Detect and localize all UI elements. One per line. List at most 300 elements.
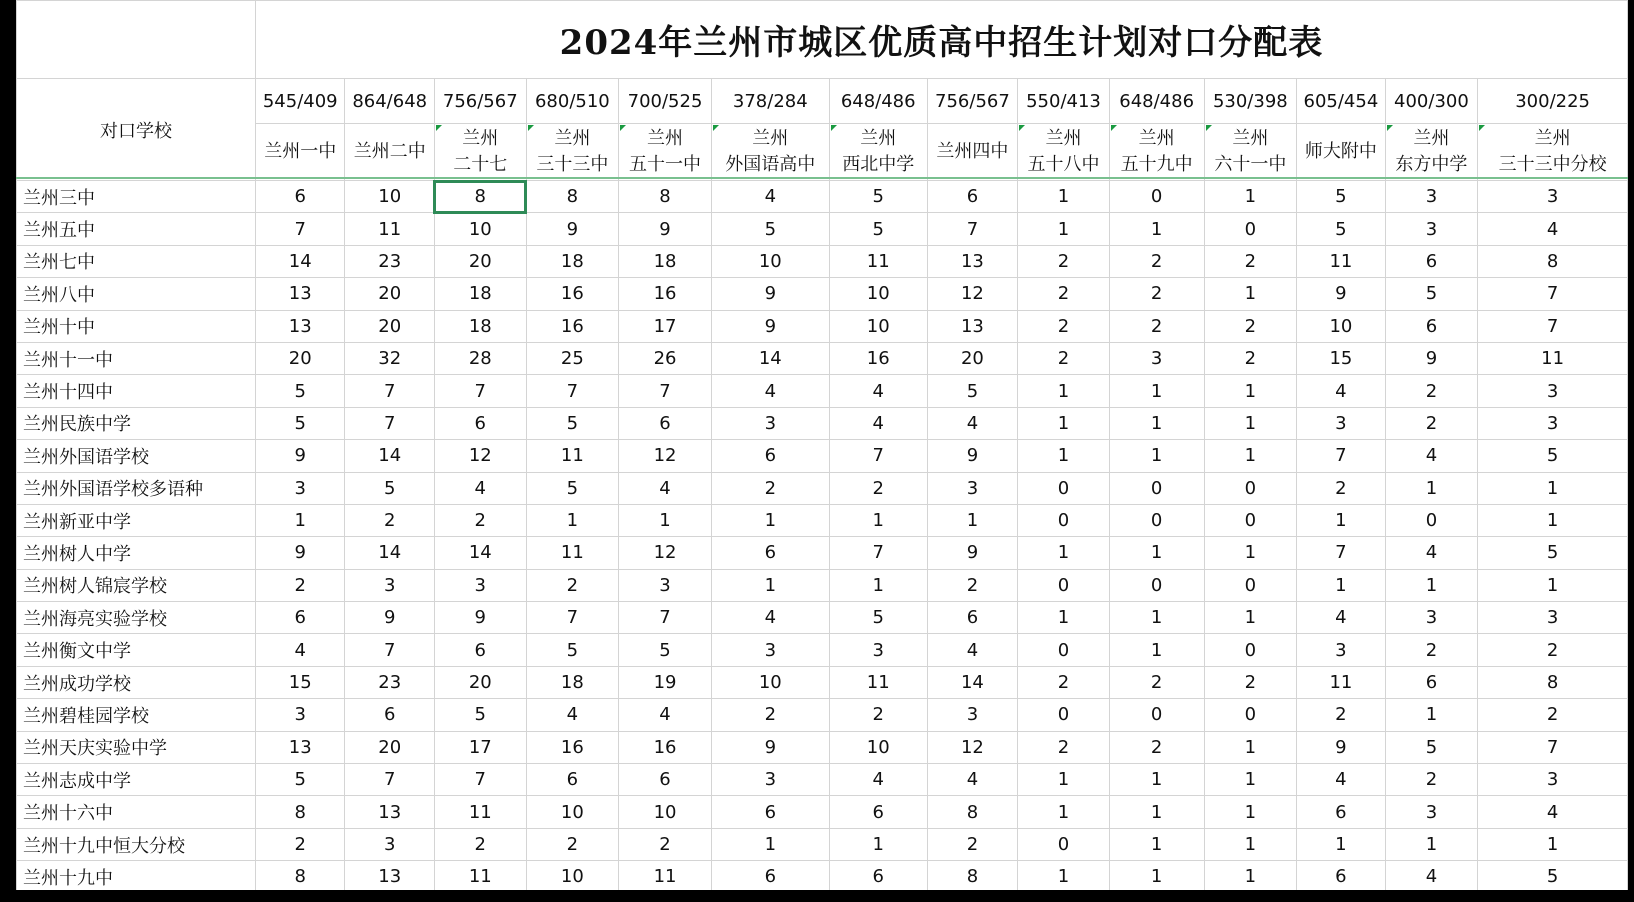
table-cell[interactable]: 1 (927, 504, 1018, 536)
score-header-cell[interactable]: 756/567 (927, 79, 1018, 124)
table-cell[interactable]: 3 (711, 634, 829, 666)
table-cell[interactable]: 1 (1478, 828, 1628, 860)
table-cell[interactable]: 11 (829, 666, 927, 698)
school-header-cell[interactable] (619, 124, 712, 181)
table-cell[interactable]: 17 (434, 731, 526, 763)
table-cell[interactable]: 5 (829, 602, 927, 634)
table-cell[interactable]: 2 (1018, 310, 1110, 342)
table-cell[interactable]: 8 (256, 796, 345, 828)
row-school-name[interactable]: 兰州十九中恒大分校 (17, 828, 256, 860)
table-cell[interactable]: 1 (619, 504, 712, 536)
table-cell[interactable]: 0 (1109, 504, 1204, 536)
table-cell[interactable]: 6 (1385, 666, 1478, 698)
table-cell[interactable]: 1 (711, 569, 829, 601)
table-cell[interactable]: 0 (1109, 569, 1204, 601)
table-cell[interactable]: 11 (1297, 666, 1385, 698)
school-header-cell[interactable] (345, 124, 434, 181)
table-cell[interactable]: 3 (1385, 602, 1478, 634)
school-header-cell[interactable] (1018, 124, 1110, 181)
row-school-name[interactable]: 兰州衡文中学 (17, 634, 256, 666)
table-cell[interactable]: 6 (619, 407, 712, 439)
table-cell[interactable]: 6 (927, 181, 1018, 213)
table-cell[interactable]: 10 (829, 731, 927, 763)
table-cell[interactable]: 1 (829, 504, 927, 536)
table-cell[interactable]: 2 (1204, 245, 1297, 277)
table-cell[interactable]: 3 (1385, 181, 1478, 213)
table-cell[interactable]: 14 (345, 537, 434, 569)
table-cell[interactable]: 7 (829, 537, 927, 569)
table-cell[interactable]: 1 (1018, 537, 1110, 569)
row-school-name[interactable]: 兰州外国语学校多语种 (17, 472, 256, 504)
table-cell[interactable]: 15 (256, 666, 345, 698)
row-school-name[interactable]: 兰州七中 (17, 245, 256, 277)
table-cell[interactable]: 5 (1385, 731, 1478, 763)
table-cell[interactable]: 3 (1297, 407, 1385, 439)
table-cell[interactable]: 18 (619, 245, 712, 277)
table-cell[interactable]: 1 (1204, 278, 1297, 310)
table-cell[interactable]: 1 (1385, 472, 1478, 504)
table-cell[interactable]: 20 (345, 278, 434, 310)
row-school-name[interactable]: 兰州树人中学 (17, 537, 256, 569)
table-cell[interactable]: 10 (345, 181, 434, 213)
table-cell[interactable]: 16 (526, 731, 619, 763)
table-cell[interactable]: 18 (526, 666, 619, 698)
table-cell[interactable]: 4 (711, 375, 829, 407)
table-cell[interactable]: 2 (1204, 666, 1297, 698)
table-cell[interactable]: 8 (619, 181, 712, 213)
table-cell[interactable]: 11 (526, 537, 619, 569)
table-cell[interactable]: 4 (619, 472, 712, 504)
table-cell[interactable]: 3 (1297, 634, 1385, 666)
table-cell[interactable]: 7 (256, 213, 345, 245)
table-cell[interactable]: 6 (829, 861, 927, 890)
row-school-name[interactable]: 兰州海亮实验学校 (17, 602, 256, 634)
table-cell[interactable]: 20 (434, 245, 526, 277)
table-cell[interactable]: 4 (711, 181, 829, 213)
table-cell[interactable]: 7 (345, 764, 434, 796)
school-header-cell[interactable] (829, 124, 927, 181)
table-cell[interactable]: 1 (1018, 764, 1110, 796)
table-cell[interactable]: 1 (1204, 375, 1297, 407)
table-cell[interactable]: 1 (1297, 504, 1385, 536)
table-cell[interactable]: 7 (345, 375, 434, 407)
table-cell[interactable]: 5 (927, 375, 1018, 407)
table-cell[interactable]: 7 (927, 213, 1018, 245)
table-cell[interactable]: 2 (1018, 278, 1110, 310)
table-cell[interactable]: 1 (1204, 764, 1297, 796)
row-school-name[interactable]: 兰州八中 (17, 278, 256, 310)
table-cell[interactable]: 11 (1297, 245, 1385, 277)
table-cell[interactable]: 2 (1385, 407, 1478, 439)
table-cell[interactable]: 5 (526, 407, 619, 439)
table-cell[interactable]: 2 (829, 699, 927, 731)
school-header-cell[interactable] (256, 124, 345, 181)
table-cell[interactable]: 11 (1478, 342, 1628, 374)
table-cell[interactable]: 6 (1297, 796, 1385, 828)
table-cell[interactable]: 3 (927, 472, 1018, 504)
table-cell[interactable]: 2 (1109, 666, 1204, 698)
school-header-cell[interactable] (927, 124, 1018, 181)
table-cell[interactable]: 5 (434, 699, 526, 731)
table-cell[interactable]: 28 (434, 342, 526, 374)
table-cell[interactable]: 16 (829, 342, 927, 374)
table-cell[interactable]: 25 (526, 342, 619, 374)
table-cell[interactable]: 10 (434, 213, 526, 245)
table-cell[interactable]: 8 (526, 181, 619, 213)
table-cell[interactable]: 7 (619, 602, 712, 634)
score-header-cell[interactable]: 864/648 (345, 79, 434, 124)
table-cell[interactable]: 3 (829, 634, 927, 666)
table-cell[interactable]: 9 (711, 278, 829, 310)
table-cell[interactable]: 3 (256, 699, 345, 731)
score-header-cell[interactable]: 545/409 (256, 79, 345, 124)
table-cell[interactable]: 3 (1385, 213, 1478, 245)
table-cell[interactable]: 3 (1478, 181, 1628, 213)
table-cell[interactable]: 1 (1109, 828, 1204, 860)
table-cell[interactable]: 2 (345, 504, 434, 536)
table-cell[interactable]: 13 (345, 796, 434, 828)
table-cell[interactable]: 7 (1297, 440, 1385, 472)
table-cell[interactable]: 3 (927, 699, 1018, 731)
table-cell[interactable]: 2 (711, 699, 829, 731)
selected-cell[interactable]: 8 (434, 181, 526, 213)
table-cell[interactable]: 5 (829, 213, 927, 245)
table-cell[interactable]: 1 (1109, 537, 1204, 569)
table-cell[interactable]: 6 (927, 602, 1018, 634)
table-cell[interactable]: 6 (619, 764, 712, 796)
table-cell[interactable]: 6 (256, 181, 345, 213)
table-cell[interactable]: 12 (619, 440, 712, 472)
table-cell[interactable]: 20 (434, 666, 526, 698)
table-cell[interactable]: 18 (434, 278, 526, 310)
table-cell[interactable]: 26 (619, 342, 712, 374)
table-cell[interactable]: 1 (1018, 213, 1110, 245)
corner-label[interactable]: 对口学校 (17, 79, 256, 181)
table-cell[interactable]: 0 (1109, 472, 1204, 504)
table-cell[interactable]: 14 (711, 342, 829, 374)
table-cell[interactable]: 11 (526, 440, 619, 472)
table-cell[interactable]: 2 (256, 828, 345, 860)
table-cell[interactable]: 5 (1478, 440, 1628, 472)
table-cell[interactable]: 9 (927, 440, 1018, 472)
table-cell[interactable]: 6 (526, 764, 619, 796)
table-cell[interactable]: 16 (619, 278, 712, 310)
table-cell[interactable]: 1 (1385, 828, 1478, 860)
table-cell[interactable]: 15 (1297, 342, 1385, 374)
table-cell[interactable]: 3 (434, 569, 526, 601)
table-cell[interactable]: 9 (711, 310, 829, 342)
school-header-cell[interactable] (1204, 124, 1297, 181)
table-cell[interactable]: 6 (434, 407, 526, 439)
school-header-cell[interactable] (1478, 124, 1628, 181)
table-cell[interactable]: 9 (434, 602, 526, 634)
table-cell[interactable]: 16 (619, 731, 712, 763)
table-cell[interactable]: 1 (1109, 861, 1204, 890)
table-cell[interactable]: 1 (1018, 440, 1110, 472)
score-header-cell[interactable]: 756/567 (434, 79, 526, 124)
table-cell[interactable]: 20 (345, 310, 434, 342)
table-cell[interactable]: 3 (711, 407, 829, 439)
table-cell[interactable]: 4 (1297, 764, 1385, 796)
table-cell[interactable]: 10 (711, 245, 829, 277)
table-cell[interactable]: 1 (1478, 504, 1628, 536)
table-cell[interactable]: 2 (1297, 699, 1385, 731)
row-school-name[interactable]: 兰州十一中 (17, 342, 256, 374)
row-school-name[interactable]: 兰州三中 (17, 181, 256, 213)
table-cell[interactable]: 4 (434, 472, 526, 504)
table-cell[interactable]: 3 (1478, 407, 1628, 439)
table-cell[interactable]: 6 (711, 861, 829, 890)
table-title[interactable]: 2024年兰州市城区优质高中招生计划对口分配表 (256, 1, 1628, 79)
table-cell[interactable]: 4 (1385, 861, 1478, 890)
table-cell[interactable]: 17 (619, 310, 712, 342)
score-header-cell[interactable]: 648/486 (1109, 79, 1204, 124)
table-cell[interactable]: 1 (1204, 440, 1297, 472)
table-cell[interactable]: 10 (829, 278, 927, 310)
score-header-cell[interactable]: 300/225 (1478, 79, 1628, 124)
table-cell[interactable]: 6 (1385, 310, 1478, 342)
table-cell[interactable]: 1 (1204, 731, 1297, 763)
table-cell[interactable]: 4 (829, 375, 927, 407)
table-cell[interactable]: 20 (345, 731, 434, 763)
table-cell[interactable]: 8 (927, 861, 1018, 890)
table-cell[interactable]: 0 (1109, 699, 1204, 731)
school-header-cell[interactable] (1109, 124, 1204, 181)
table-cell[interactable]: 12 (619, 537, 712, 569)
table-cell[interactable]: 23 (345, 666, 434, 698)
table-cell[interactable]: 4 (1478, 796, 1628, 828)
table-cell[interactable]: 16 (526, 310, 619, 342)
table-cell[interactable]: 18 (434, 310, 526, 342)
score-header-cell[interactable]: 680/510 (526, 79, 619, 124)
table-cell[interactable]: 1 (829, 828, 927, 860)
table-cell[interactable]: 7 (829, 440, 927, 472)
table-cell[interactable]: 10 (829, 310, 927, 342)
table-cell[interactable]: 6 (1297, 861, 1385, 890)
school-header-cell[interactable] (434, 124, 526, 181)
table-cell[interactable]: 5 (526, 472, 619, 504)
table-cell[interactable]: 1 (1018, 375, 1110, 407)
table-cell[interactable]: 2 (1478, 699, 1628, 731)
table-cell[interactable]: 8 (1478, 666, 1628, 698)
table-cell[interactable]: 6 (1385, 245, 1478, 277)
table-cell[interactable]: 2 (1018, 731, 1110, 763)
table-cell[interactable]: 4 (526, 699, 619, 731)
table-cell[interactable]: 13 (256, 278, 345, 310)
table-cell[interactable]: 5 (256, 764, 345, 796)
table-cell[interactable]: 3 (619, 569, 712, 601)
table-cell[interactable]: 9 (619, 213, 712, 245)
table-cell[interactable]: 5 (1385, 278, 1478, 310)
table-cell[interactable]: 2 (1204, 342, 1297, 374)
table-cell[interactable]: 13 (927, 310, 1018, 342)
table-cell[interactable]: 12 (927, 731, 1018, 763)
table-cell[interactable]: 11 (434, 861, 526, 890)
row-school-name[interactable]: 兰州成功学校 (17, 666, 256, 698)
school-header-cell[interactable] (1297, 124, 1385, 181)
table-cell[interactable]: 6 (434, 634, 526, 666)
table-cell[interactable]: 1 (1478, 569, 1628, 601)
table-cell[interactable]: 4 (256, 634, 345, 666)
row-school-name[interactable]: 兰州十中 (17, 310, 256, 342)
table-cell[interactable]: 9 (1297, 731, 1385, 763)
table-cell[interactable]: 2 (1018, 245, 1110, 277)
table-cell[interactable]: 2 (1204, 310, 1297, 342)
score-header-cell[interactable]: 550/413 (1018, 79, 1110, 124)
table-cell[interactable]: 4 (1478, 213, 1628, 245)
table-cell[interactable]: 1 (526, 504, 619, 536)
table-cell[interactable]: 9 (1297, 278, 1385, 310)
row-school-name[interactable]: 兰州十九中 (17, 861, 256, 890)
table-cell[interactable]: 1 (1204, 537, 1297, 569)
score-header-cell[interactable]: 605/454 (1297, 79, 1385, 124)
table-cell[interactable]: 9 (927, 537, 1018, 569)
table-cell[interactable]: 1 (256, 504, 345, 536)
table-cell[interactable]: 2 (434, 504, 526, 536)
table-cell[interactable]: 2 (1478, 634, 1628, 666)
table-cell[interactable]: 4 (711, 602, 829, 634)
table-cell[interactable]: 1 (711, 828, 829, 860)
table-cell[interactable]: 19 (619, 666, 712, 698)
table-cell[interactable]: 3 (1478, 602, 1628, 634)
table-cell[interactable]: 9 (256, 440, 345, 472)
table-cell[interactable]: 4 (927, 634, 1018, 666)
table-cell[interactable]: 3 (345, 569, 434, 601)
table-cell[interactable]: 1 (1109, 796, 1204, 828)
table-cell[interactable]: 5 (829, 181, 927, 213)
table-cell[interactable]: 1 (1018, 602, 1110, 634)
table-cell[interactable]: 20 (256, 342, 345, 374)
table-cell[interactable]: 12 (927, 278, 1018, 310)
table-cell[interactable]: 0 (1204, 504, 1297, 536)
table-cell[interactable]: 5 (1478, 537, 1628, 569)
table-cell[interactable]: 13 (256, 310, 345, 342)
row-school-name[interactable]: 兰州外国语学校 (17, 440, 256, 472)
table-cell[interactable]: 5 (526, 634, 619, 666)
table-cell[interactable]: 1 (1109, 764, 1204, 796)
table-cell[interactable]: 7 (526, 375, 619, 407)
table-cell[interactable]: 8 (256, 861, 345, 890)
table-cell[interactable]: 0 (1204, 634, 1297, 666)
table-cell[interactable]: 14 (345, 440, 434, 472)
table-cell[interactable]: 0 (1109, 181, 1204, 213)
table-cell[interactable]: 2 (526, 569, 619, 601)
table-cell[interactable]: 1 (1385, 569, 1478, 601)
table-cell[interactable]: 0 (1204, 472, 1297, 504)
table-cell[interactable]: 1 (1297, 569, 1385, 601)
table-cell[interactable]: 0 (1018, 472, 1110, 504)
table-cell[interactable]: 10 (526, 861, 619, 890)
table-cell[interactable]: 2 (1109, 278, 1204, 310)
table-cell[interactable]: 4 (829, 407, 927, 439)
table-cell[interactable]: 1 (1204, 407, 1297, 439)
table-cell[interactable]: 12 (434, 440, 526, 472)
table-cell[interactable]: 9 (526, 213, 619, 245)
table-cell[interactable]: 2 (1297, 472, 1385, 504)
table-cell[interactable]: 0 (1018, 828, 1110, 860)
table-cell[interactable]: 16 (526, 278, 619, 310)
table-cell[interactable]: 1 (1204, 828, 1297, 860)
row-school-name[interactable]: 兰州新亚中学 (17, 504, 256, 536)
score-header-cell[interactable]: 530/398 (1204, 79, 1297, 124)
table-cell[interactable]: 8 (1478, 245, 1628, 277)
table-cell[interactable]: 7 (1478, 731, 1628, 763)
table-cell[interactable]: 6 (711, 796, 829, 828)
table-cell[interactable]: 0 (1018, 634, 1110, 666)
table-cell[interactable]: 10 (1297, 310, 1385, 342)
table-cell[interactable]: 3 (711, 764, 829, 796)
table-cell[interactable]: 1 (1109, 407, 1204, 439)
table-cell[interactable]: 7 (345, 634, 434, 666)
table-cell[interactable]: 2 (927, 569, 1018, 601)
table-cell[interactable]: 4 (829, 764, 927, 796)
table-cell[interactable]: 11 (434, 796, 526, 828)
table-cell[interactable]: 23 (345, 245, 434, 277)
table-cell[interactable]: 0 (1018, 699, 1110, 731)
table-cell[interactable]: 1 (1385, 699, 1478, 731)
table-cell[interactable]: 6 (711, 440, 829, 472)
table-cell[interactable]: 2 (1385, 375, 1478, 407)
table-cell[interactable]: 4 (927, 407, 1018, 439)
row-school-name[interactable]: 兰州志成中学 (17, 764, 256, 796)
row-school-name[interactable]: 兰州树人锦宸学校 (17, 569, 256, 601)
row-school-name[interactable]: 兰州十六中 (17, 796, 256, 828)
table-cell[interactable]: 14 (927, 666, 1018, 698)
table-cell[interactable]: 2 (256, 569, 345, 601)
table-cell[interactable]: 4 (927, 764, 1018, 796)
table-cell[interactable]: 2 (1109, 310, 1204, 342)
table-cell[interactable]: 1 (1109, 602, 1204, 634)
table-cell[interactable]: 7 (619, 375, 712, 407)
table-cell[interactable]: 1 (1109, 440, 1204, 472)
corner-blank-cell[interactable] (17, 1, 256, 79)
table-cell[interactable]: 1 (1204, 796, 1297, 828)
table-cell[interactable]: 4 (1297, 602, 1385, 634)
table-cell[interactable]: 0 (1204, 699, 1297, 731)
school-header-cell[interactable] (526, 124, 619, 181)
table-cell[interactable]: 7 (526, 602, 619, 634)
table-cell[interactable]: 1 (1204, 861, 1297, 890)
table-cell[interactable]: 13 (345, 861, 434, 890)
table-cell[interactable]: 6 (256, 602, 345, 634)
table-cell[interactable]: 2 (711, 472, 829, 504)
table-cell[interactable]: 5 (711, 213, 829, 245)
table-cell[interactable]: 6 (829, 796, 927, 828)
row-school-name[interactable]: 兰州碧桂园学校 (17, 699, 256, 731)
table-cell[interactable]: 7 (1478, 310, 1628, 342)
table-cell[interactable]: 9 (345, 602, 434, 634)
table-cell[interactable]: 9 (711, 731, 829, 763)
row-school-name[interactable]: 兰州十四中 (17, 375, 256, 407)
table-cell[interactable]: 5 (256, 407, 345, 439)
table-cell[interactable]: 7 (345, 407, 434, 439)
table-cell[interactable]: 1 (711, 504, 829, 536)
table-cell[interactable]: 2 (829, 472, 927, 504)
table-cell[interactable]: 0 (1385, 504, 1478, 536)
table-cell[interactable]: 20 (927, 342, 1018, 374)
table-cell[interactable]: 5 (1478, 861, 1628, 890)
table-cell[interactable]: 1 (1018, 407, 1110, 439)
table-cell[interactable]: 1 (1109, 634, 1204, 666)
score-header-cell[interactable]: 700/525 (619, 79, 712, 124)
table-cell[interactable]: 7 (1297, 537, 1385, 569)
table-cell[interactable]: 1 (1018, 796, 1110, 828)
table-cell[interactable]: 5 (1297, 213, 1385, 245)
table-cell[interactable]: 13 (256, 731, 345, 763)
table-cell[interactable]: 1 (1204, 602, 1297, 634)
table-cell[interactable]: 9 (1385, 342, 1478, 374)
table-cell[interactable]: 6 (345, 699, 434, 731)
